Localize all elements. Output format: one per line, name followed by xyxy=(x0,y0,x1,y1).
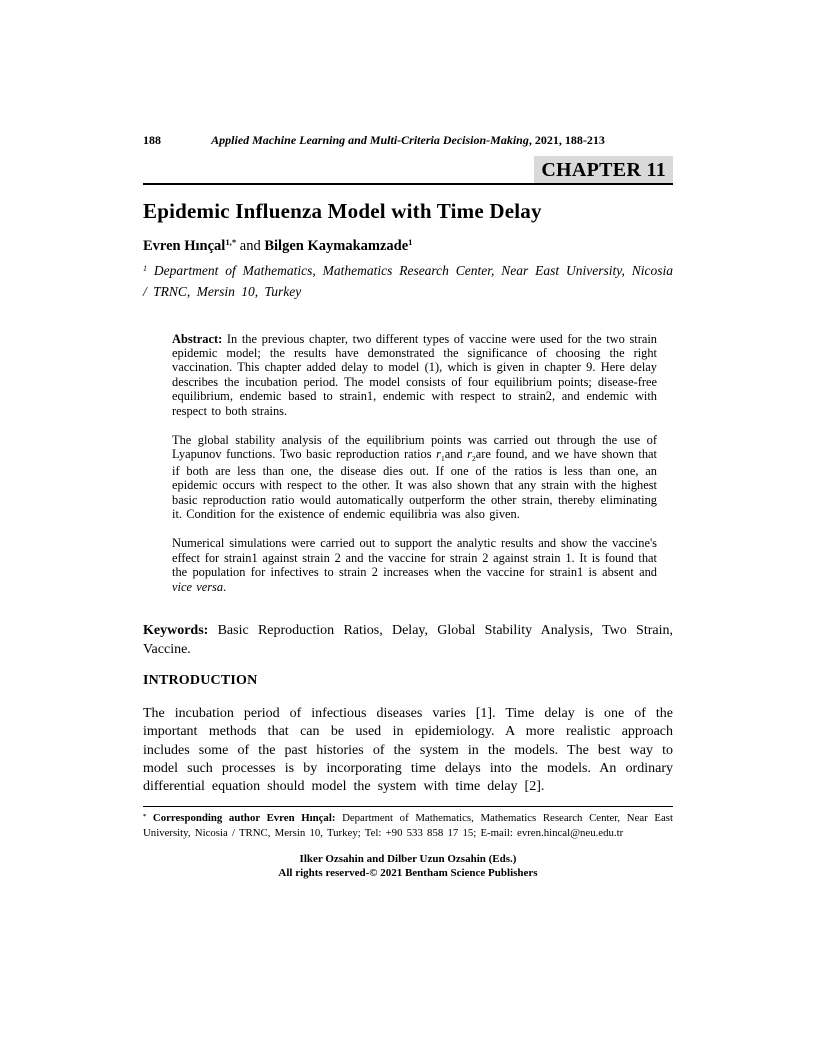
abstract-paragraph-2: The global stability analysis of the equilibrium points was carried out through the use of Lyapunov functions. Two basic reproduction ratios r1and r2are found, and we have shown that if both are less than one, the disease dies out. If one of the ratios is less than one, an epidemic occurs with respect to the other. It was also shown that any strain with the highest basic reproduction ratio would automatically outperform the other strain, thereby eliminating it. Condition for the existence of endemic equilibria was also given. xyxy=(172,433,657,522)
section-heading-introduction: INTRODUCTION xyxy=(143,673,258,689)
abstract-paragraph-3: Numerical simulations were carried out to support the analytic results and show the vaccine's effect for strain1 against strain 2 and the vaccine for strain 2 against strain 1. It is found that the population for infectives to strain 2 increases when the vaccine for strain1 is absent and vice versa. xyxy=(172,536,657,594)
footnote-block xyxy=(143,806,673,841)
page-number: 188 xyxy=(143,133,161,147)
abstract-paragraph-1: Abstract: In the previous chapter, two different types of vaccine were used for the two strain epidemic model; the results have demonstrated the significance of choosing the right vaccination. This chapter added delay to model (1), which is given in chapter 9. Here delay describes the incubation period. The model consists of four equilibrium points; disease-free equilibrium, endemic based to strain1, endemic with respect to strain2, and endemic with respect to both strains. xyxy=(172,331,657,418)
chapter-banner xyxy=(143,156,673,185)
running-head xyxy=(143,133,673,148)
copyright-line: All rights reserved-© 2021 Bentham Science Publishers xyxy=(278,866,538,879)
chapter-badge: CHAPTER 11 xyxy=(534,156,673,183)
introduction-paragraph: The incubation period of infectious diseases varies [1]. Time delay is one of the important methods that can be used in epidemiology. A more realistic approach includes some of the past histories of the system in the models. The best way to model such processes is by incorporating time delays into the models. An ordinary differential equation should model the system with time delay [2]. xyxy=(143,706,673,794)
book-footer xyxy=(143,852,673,880)
chapter-title: Epidemic Influenza Model with Time Delay xyxy=(143,199,542,223)
affiliation-line: $^1$ Department of Mathematics, Mathematics Research Center, Near East University, Nicosia / TRNC, Mersin 10, Turkey xyxy=(143,263,673,299)
editors-line: Ilker Ozsahin and Dilber Uzun Ozsahin (Eds.) xyxy=(299,852,517,865)
keywords-line: Keywords: Basic Reproduction Ratios, Delay, Global Stability Analysis, Two Strain, Vaccine. xyxy=(143,623,673,658)
corresponding-author-note: * Corresponding author Evren Hınçal: Department of Mathematics, Mathematics Research Center, Near East University, Nicosia / TRNC, Mersin 10, Turkey; Tel: +90 533 858 17 15; E-mail: evren.hincal@neu.edu.tr xyxy=(143,812,673,839)
journal-title: Applied Machine Learning and Multi-Criteria Decision-Making, 2021, 188-213 xyxy=(211,133,605,147)
authors-line: Evren Hınçal$^{1,*}$ and Bilgen Kaymakamzade$^1$ xyxy=(143,237,413,254)
abstract-block xyxy=(172,332,657,595)
